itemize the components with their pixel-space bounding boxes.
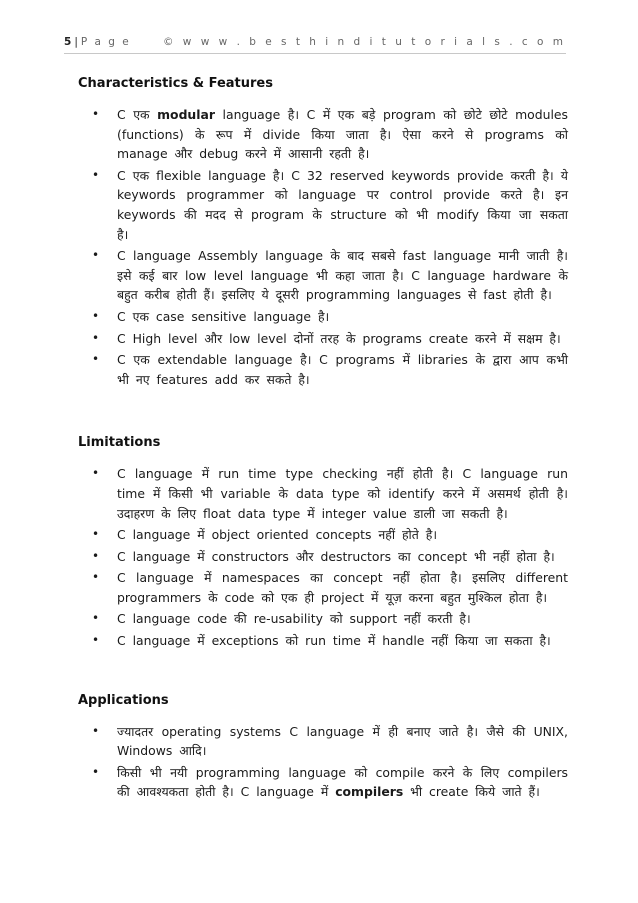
- page-header: [64, 36, 566, 50]
- bullet-icon: •: [92, 723, 100, 738]
- bullet-icon: •: [92, 611, 100, 626]
- bullet-icon: •: [92, 330, 100, 345]
- bullet-list: [78, 464, 568, 650]
- document-body: [78, 70, 568, 804]
- list-item: • C language में object oriented concepts नहीं होते है।: [78, 525, 568, 545]
- bullet-list: [78, 722, 568, 802]
- bullet-icon: •: [92, 352, 100, 367]
- section-title: Characteristics & Features: [78, 76, 273, 91]
- bullet-icon: •: [92, 308, 100, 323]
- bullet-icon: •: [92, 633, 100, 648]
- page-number: 5: [64, 36, 72, 48]
- bullet-list: [78, 105, 568, 389]
- bullet-icon: •: [92, 570, 100, 585]
- section-title: Limitations: [78, 435, 161, 451]
- list-item: • C language code की re-usability को support नहीं करती है।: [78, 609, 568, 629]
- bullet-icon: •: [92, 248, 100, 263]
- bullet-icon: •: [92, 548, 100, 563]
- list-item: • C language में exceptions को run time में handle नहीं किया जा सकता है।: [78, 631, 568, 651]
- list-item: • C एक flexible language है। C 32 reserved keywords provide करती है। ये keywords programmer को language पर control provide करते है। इन keywords की मदद से program के structure को भी modify किया जा सकता है।: [92, 167, 568, 242]
- header-separator: |: [74, 36, 78, 48]
- list-item: • C language में namespaces का concept नहीं होता है। इसलिए different programmers के code को एक ही project में यूज़ करना बहुत मुश्किल होता है।: [92, 570, 568, 605]
- list-item: • C एक case sensitive language है।: [78, 307, 568, 327]
- bullet-icon: •: [92, 527, 100, 542]
- bullet-icon: •: [92, 466, 100, 481]
- list-item: • किसी भी नयी programming language को compile करने के लिए compilers की आवश्यकता होती है। C language में compilers भी create किये जाते हैं।: [92, 764, 568, 800]
- list-item: • ज्यादतर operating systems C language में ही बनाए जाते है। जैसे की UNIX, Windows आदि।: [92, 723, 568, 759]
- bullet-icon: •: [92, 107, 100, 121]
- section-title: Applications: [78, 692, 169, 708]
- list-item: • C एक modular language है। C में एक बड़े program को छोटे छोटे modules (functions) के रूप में divide किया जाता है। ऐसा करने से programs को manage और debug करने में आसानी रहती है।: [92, 107, 568, 162]
- site-url: © w w w . b e s t h i n d i t u t o r i a l s . c o m: [162, 36, 566, 48]
- page-number-label: [64, 36, 131, 48]
- bullet-icon: •: [92, 764, 100, 779]
- list-item: • C एक extendable language है। C programs में libraries के द्वारा आप कभी भी नए features add कर सकते है।: [92, 352, 568, 387]
- section-characteristics: [78, 76, 568, 389]
- header-rule: [64, 53, 566, 54]
- page-word: P a g e: [80, 36, 131, 48]
- section-limitations: [78, 435, 568, 650]
- list-item: • C language में constructors और destructors का concept भी नहीं होता है।: [78, 547, 568, 567]
- list-item: • C High level और low level दोनों तरह के programs create करने में सक्षम है।: [78, 329, 568, 349]
- section-applications: [78, 693, 568, 802]
- bullet-icon: •: [92, 167, 100, 182]
- list-item: • C language Assembly language के बाद सबसे fast language मानी जाती है। इसे कई बार low level language भी कहा जाता है। C language hardware के बहुत करीब होती हैं। इसलिए ये दूसरी programming languages से fast होती है।: [92, 248, 568, 303]
- list-item: • C language में run time type checking नहीं होती है। C language run time में किसी भी variable के data type को identify करने में असमर्थ होती है। उदाहरण के लिए float data type में integer value डाली जा सकती है।: [92, 466, 568, 521]
